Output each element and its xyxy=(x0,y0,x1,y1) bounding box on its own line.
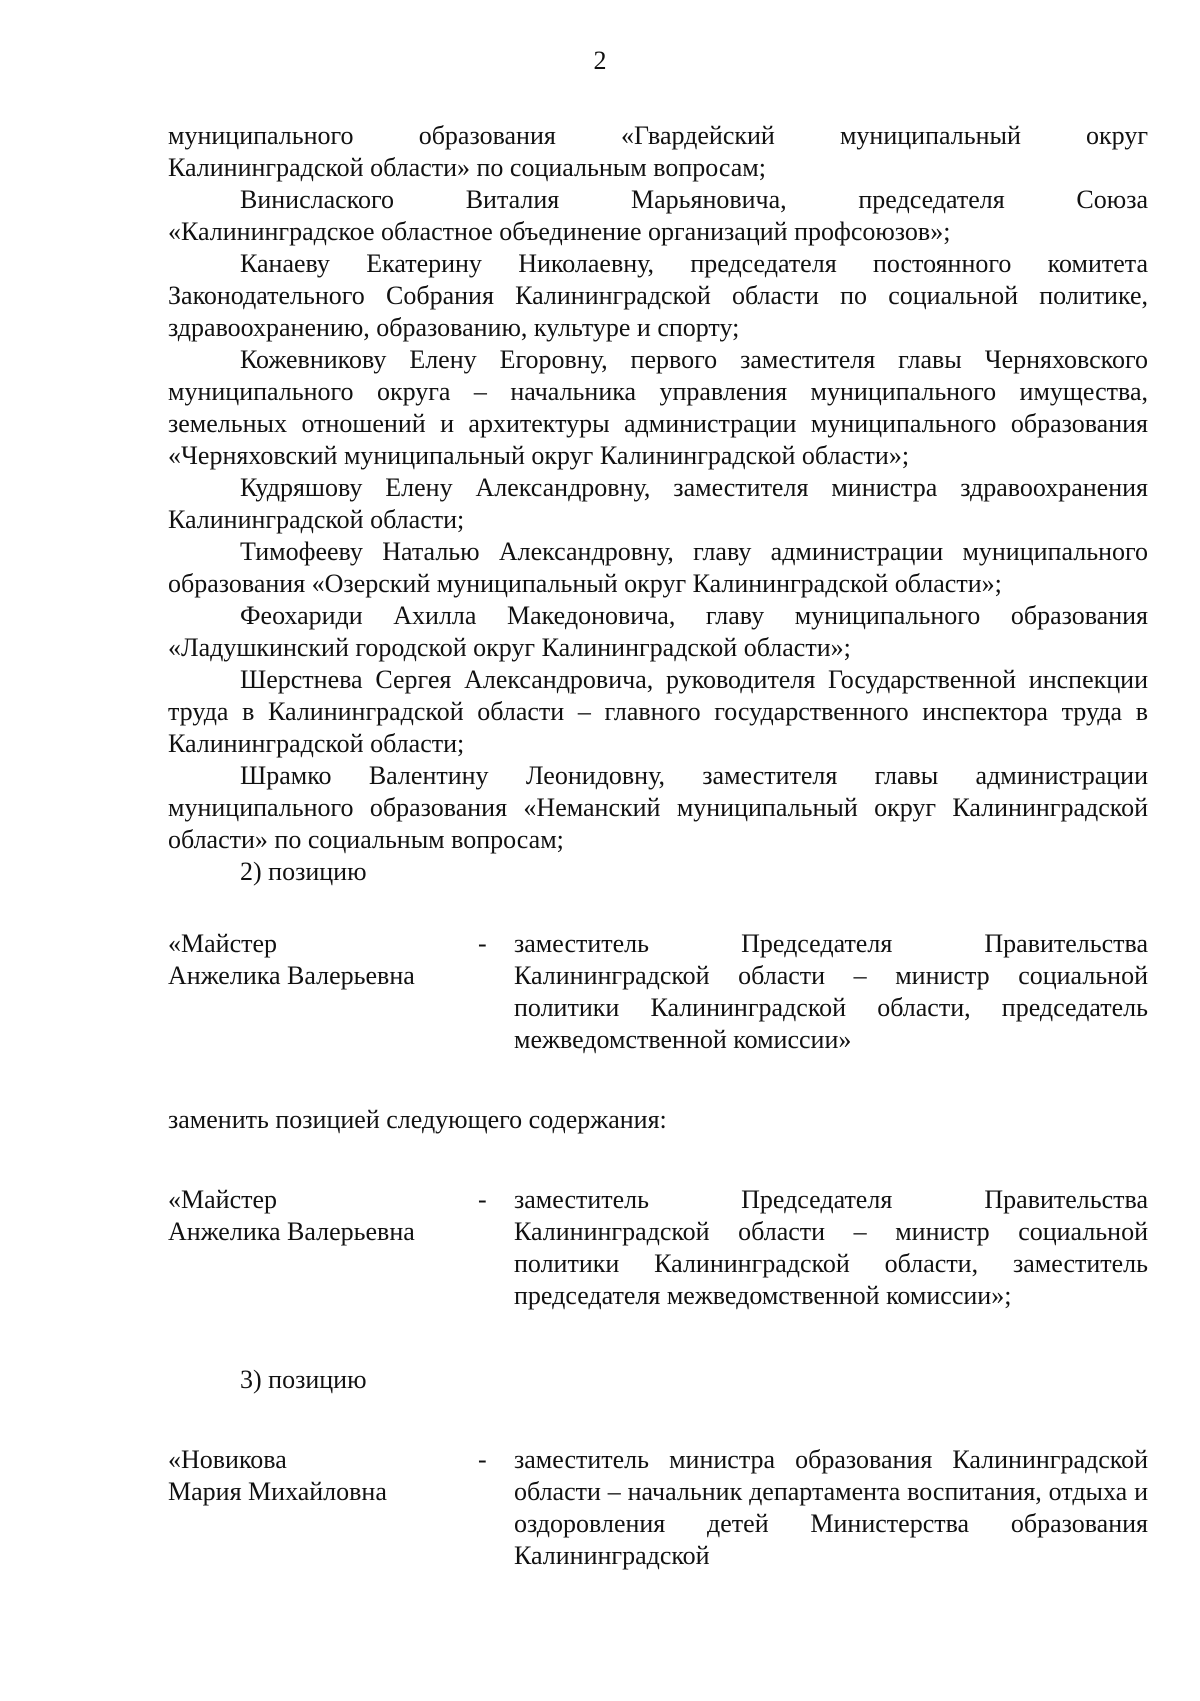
position-dash: - xyxy=(478,1445,487,1474)
replace-instruction: заменить позицией следующего содержания: xyxy=(168,1105,667,1134)
person-given-names: Мария Михайловна xyxy=(168,1477,387,1506)
position-description: заместитель Председателя Правительства Калининградской области – министр социальной политики Калининградской области, заместитель председателя межведомственной комиссии»; xyxy=(514,1185,1148,1310)
position-dash: - xyxy=(478,1185,487,1214)
new-position-entry xyxy=(168,1184,1148,1312)
spacer xyxy=(168,1136,1148,1184)
spacer xyxy=(168,1056,1148,1104)
position-dash: - xyxy=(478,929,487,958)
spacer xyxy=(168,1312,1148,1364)
paragraph-gvardeysky xyxy=(168,120,1148,152)
novikova-position-entry xyxy=(168,1444,1148,1572)
position-person-name xyxy=(168,928,478,992)
paragraph-gvardeysky-end xyxy=(168,152,1148,184)
paragraph-shramko: Шрамко Валентину Леонидовну, заместителя главы администрации муниципального образования «Неманский муниципальный округ Калининградской области» по социальным вопросам; xyxy=(168,761,1148,854)
item-2-label: 2) позицию xyxy=(240,857,367,886)
old-position-entry xyxy=(168,928,1148,1056)
paragraph-line: муниципального образования «Гвардейский муниципальный округ xyxy=(168,121,1148,150)
position-description: заместитель министра образования Калининградской области – начальник департамента воспитания, отдыха и оздоровления детей Министерства образования Калининградской xyxy=(514,1445,1148,1570)
position-description: заместитель Председателя Правительства Калининградской области – министр социальной политики Калининградской области, председатель межведомственной комиссии» xyxy=(514,929,1148,1054)
document-body xyxy=(168,120,1148,1572)
paragraph-sherstnev: Шерстнева Сергея Александровича, руководителя Государственной инспекции труда в Калининградской области – главного государственного инспектора труда в Калининградской области; xyxy=(168,665,1148,758)
spacer xyxy=(168,1396,1148,1444)
person-given-names: Анжелика Валерьевна xyxy=(168,1217,415,1246)
position-person-name xyxy=(168,1444,478,1508)
paragraph-vinislavsky xyxy=(168,184,1148,216)
paragraph-kudryashova: Кудряшову Елену Александровну, заместителя министра здравоохранения Калининградской области; xyxy=(168,473,1148,534)
person-surname: «Майстер xyxy=(168,929,278,958)
item-3-label: 3) позицию xyxy=(240,1365,367,1394)
paragraph-kozhevnikova: Кожевникову Елену Егоровну, первого заместителя главы Черняховского муниципального округа – начальника управления муниципального имущества, земельных отношений и архитектуры администрации муниципального образования «Черняховский муниципальный округ Калининградской области»; xyxy=(168,345,1148,470)
spacer xyxy=(168,888,1148,928)
paragraph-line: Винислаского Виталия Марьяновича, председателя Союза xyxy=(240,185,1148,214)
paragraph-feokharidi: Феохариди Ахилла Македоновича, главу муниципального образования «Ладушкинский городской округ Калининградской области»; xyxy=(168,601,1148,662)
person-surname: «Майстер xyxy=(168,1185,278,1214)
paragraph-vinislavsky-end xyxy=(168,216,1148,248)
paragraph-line: «Калининградское областное объединение организаций профсоюзов»; xyxy=(168,217,951,246)
page-number: 2 xyxy=(593,46,607,75)
person-given-names: Анжелика Валерьевна xyxy=(168,961,415,990)
paragraph-kanaeva: Канаеву Екатерину Николаевну, председателя постоянного комитета Законодательного Собрания Калининградской области по социальной политике, здравоохранению, образованию, культуре и спорту; xyxy=(168,249,1148,342)
position-person-name xyxy=(168,1184,478,1248)
person-surname: «Новикова xyxy=(168,1445,287,1474)
paragraph-line: Калининградской области» по социальным вопросам; xyxy=(168,153,766,182)
paragraph-timofeeva: Тимофееву Наталью Александровну, главу администрации муниципального образования «Озерский муниципальный округ Калининградской области»; xyxy=(168,537,1148,598)
